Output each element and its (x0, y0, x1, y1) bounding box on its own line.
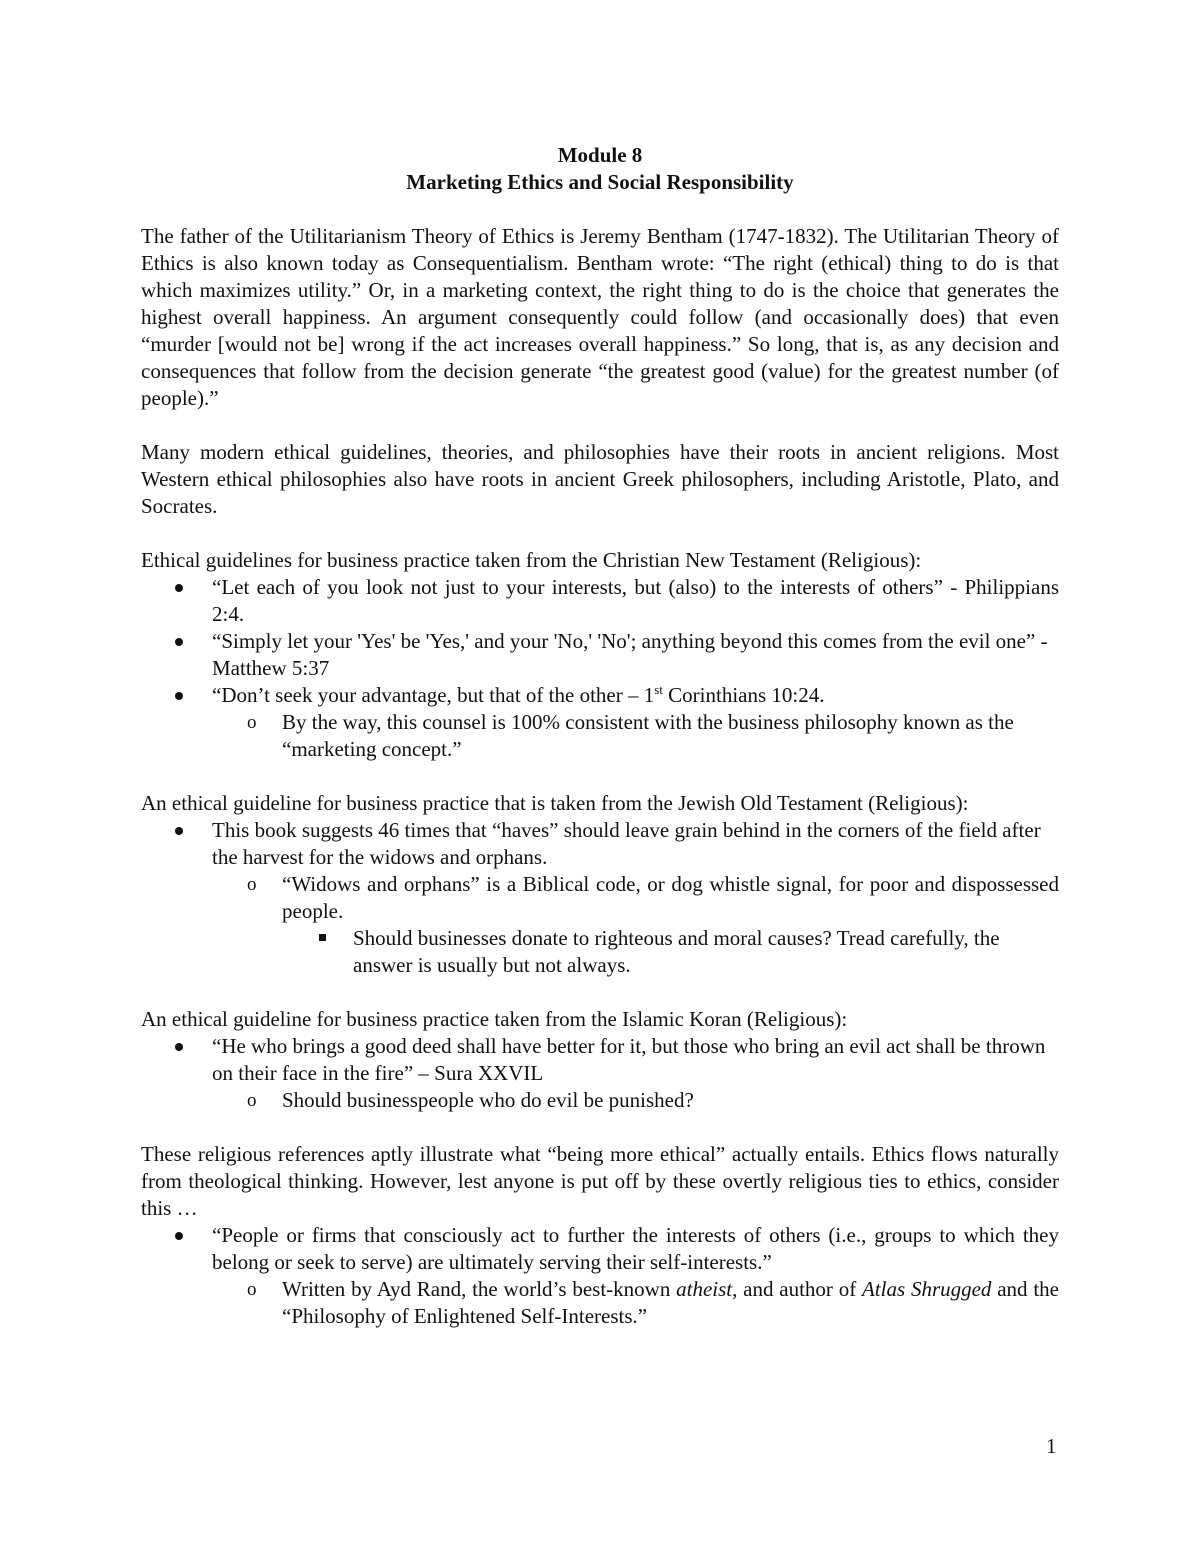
list-item-text: By the way, this counsel is 100% consistent with the business philosophy known as the “marketing concept.” (282, 710, 1014, 761)
module-subtitle: Marketing Ethics and Social Responsibility (406, 170, 794, 194)
list-item-text: Should businesses donate to righteous and moral causes? Tread carefully, the answer is usually but not always. (353, 926, 1000, 977)
superscript: st (654, 682, 663, 697)
list-item-text: Corinthians 10:24. (662, 683, 825, 707)
book-title: Atlas Shrugged (861, 1277, 992, 1301)
list-item-text: This book suggests 46 times that “haves” should leave grain behind in the corners of the field after the harvest for the widows and orphans. (212, 818, 1041, 869)
koran-list (141, 1033, 1059, 1114)
list-item-text: and the “Philosophy of Enlightened Self-Interests.” (282, 1277, 1059, 1328)
paragraph-roots: Many modern ethical guidelines, theories, and philosophies have their roots in ancient religions. Most Western ethical philosophies also have roots in ancient Greek philosophers, including Aristotle, Plato, and Socrates. (141, 440, 1059, 518)
circle-bullet-icon: o (247, 1090, 257, 1111)
list-item-text: “Simply let your 'Yes' be 'Yes,' and your 'No,' 'No'; anything beyond this comes from the evil one” - Matthew 5:37 (212, 629, 1048, 680)
list-item (141, 1087, 1059, 1114)
square-bullet-icon (319, 934, 326, 941)
spacer (141, 763, 1059, 790)
rand-intro: These religious references aptly illustrate what “being more ethical” actually entails. Ethics flows naturally from theological thinking. However, lest anyone is put off by these overtly religious ties to ethics, consider this … (141, 1142, 1059, 1220)
ot-list (141, 817, 1059, 979)
rand-list (141, 1222, 1059, 1330)
circle-bullet-icon: o (247, 1279, 257, 1300)
list-item (141, 709, 1059, 763)
spacer (141, 520, 1059, 547)
spacer (141, 1114, 1059, 1141)
list-item (141, 628, 1059, 682)
list-item-text: Written by Ayd Rand, the world’s best-known (282, 1277, 677, 1301)
bullet-icon (175, 1232, 183, 1240)
list-item (141, 574, 1059, 628)
list-item (141, 1033, 1059, 1087)
list-item-text: Should businesspeople who do evil be punished? (282, 1088, 694, 1112)
page-number: 1 (1046, 1434, 1057, 1458)
spacer (141, 196, 1059, 223)
list-item (141, 682, 1059, 709)
bullet-icon (175, 827, 183, 835)
ot-intro: An ethical guideline for business practice that is taken from the Jewish Old Testament (Religious): (141, 791, 969, 815)
list-item-text: “Don’t seek your advantage, but that of the other – 1 (212, 683, 655, 707)
list-item (141, 871, 1059, 925)
list-item-text: “He who brings a good deed shall have better for it, but those who bring an evil act shall be thrown on their face in the fire” – Sura XXVIL (212, 1034, 1046, 1085)
paragraph-bentham: The father of the Utilitarianism Theory of Ethics is Jeremy Bentham (1747-1832). The Utilitarian Theory of Ethics is also known today as Consequentialism. Bentham wrote: “The right (ethical) thing to do is that which maximizes utility.” Or, in a marketing context, the right thing to do is the choice that generates the highest overall happiness. An argument consequently could follow (and occasionally does) that even “murder [would not be] wrong if the act increases overall happiness.” So long, that is, as any decision and consequences that follow from the decision generate “the greatest good (value) for the greatest number (of people).” (141, 224, 1059, 410)
emphasis-atheist: atheist (676, 1277, 733, 1301)
spacer (141, 979, 1059, 1006)
bullet-icon (175, 692, 183, 700)
page-content (141, 142, 1059, 1330)
list-item (141, 817, 1059, 871)
koran-intro: An ethical guideline for business practice taken from the Islamic Koran (Religious): (141, 1007, 848, 1031)
module-title: Module 8 (557, 143, 643, 167)
list-item-text: “People or firms that consciously act to further the interests of others (i.e., groups to which they belong or seek to serve) are ultimately serving their self-interests.” (212, 1223, 1059, 1274)
bullet-icon (175, 584, 183, 592)
list-item (141, 925, 1059, 979)
list-item-text: “Widows and orphans” is a Biblical code, or dog whistle signal, for poor and dispossessed people. (282, 872, 1059, 923)
circle-bullet-icon: o (247, 874, 257, 895)
spacer (141, 412, 1059, 439)
nt-intro: Ethical guidelines for business practice taken from the Christian New Testament (Religious): (141, 548, 922, 572)
bullet-icon (175, 1043, 183, 1051)
list-item-text: “Let each of you look not just to your interests, but (also) to the interests of others” - Philippians 2:4. (212, 575, 1059, 626)
circle-bullet-icon: o (247, 712, 257, 733)
list-item-text: , and author of (732, 1277, 862, 1301)
list-item (141, 1276, 1059, 1330)
list-item (141, 1222, 1059, 1276)
nt-list (141, 574, 1059, 763)
bullet-icon (175, 638, 183, 646)
